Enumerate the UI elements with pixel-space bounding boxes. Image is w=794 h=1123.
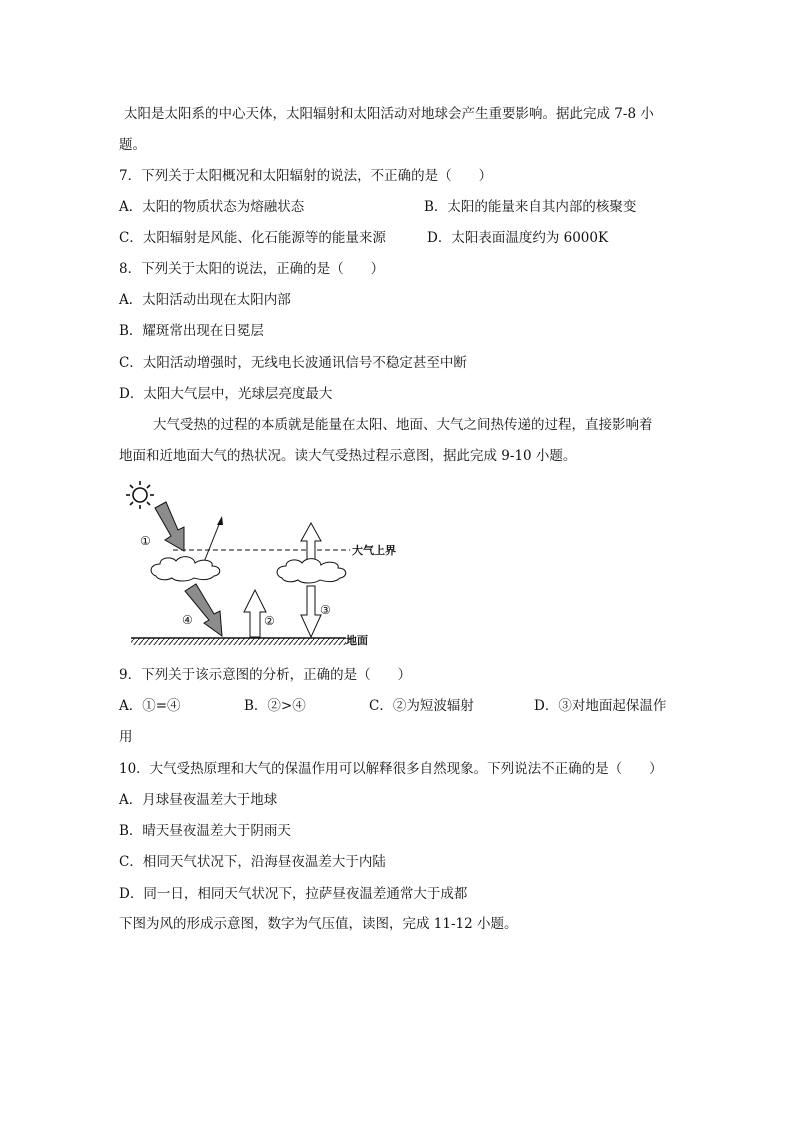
marker-4: ④ — [182, 613, 193, 627]
question-8-stem: 8．下列关于太阳的说法，正确的是（ ） — [119, 261, 385, 277]
question-9-option-d: D．③对地面起保温作 — [534, 698, 667, 714]
surface-absorption-arrow — [185, 584, 222, 636]
counter-radiation-arrow — [301, 586, 321, 637]
question-10-option-d: D．同一日，相同天气状况下，拉萨昼夜温差通常大于成都 — [119, 886, 468, 902]
ground-hatch — [131, 638, 346, 645]
question-7-option-b: B．太阳的能量来自其内部的核聚变 — [424, 199, 637, 215]
ground-radiation-arrow — [244, 590, 266, 637]
intro-wind-line1: 下图为风的形成示意图，数字为气压值，读图，完成 11-12 小题。 — [119, 916, 518, 932]
question-7-option-c: C．太阳辐射是风能、化石能源等的能量来源 — [119, 230, 386, 246]
question-8-option-b: B．耀斑常出现在日冕层 — [119, 323, 264, 339]
question-10-option-a: A．月球昼夜温差大于地球 — [119, 792, 278, 808]
intro-atmosphere-line2: 地面和近地面大气的热状况。读大气受热过程示意图，据此完成 9-10 小题。 — [119, 448, 577, 464]
reflection-arrow — [204, 522, 220, 562]
reflection-arrowhead — [217, 516, 223, 525]
question-9-option-c: C．②为短波辐射 — [369, 698, 474, 714]
cloud-left — [151, 557, 220, 581]
question-10-option-b: B．晴天昼夜温差大于阴雨天 — [119, 823, 291, 839]
question-10-stem: 10．大气受热原理和大气的保温作用可以解释很多自然现象。下列说法不正确的是（ ） — [119, 761, 663, 777]
marker-2: ② — [264, 614, 275, 628]
intro-atmosphere-line1: 大气受热的过程的本质就是能量在太阳、地面、大气之间热传递的过程，直接影响着 — [153, 417, 653, 433]
question-9-stem: 9．下列关于该示意图的分析，正确的是（ ） — [119, 667, 412, 683]
question-7-option-d: D．太阳表面温度约为 6000K — [427, 230, 609, 246]
intro-sun-line1: 太阳是太阳系的中心天体，太阳辐射和太阳活动对地球会产生重要影响。据此完成 7-8 小 — [124, 106, 654, 122]
question-8-option-d: D．太阳大气层中，光球层亮度最大 — [119, 386, 333, 402]
cloud-right — [277, 559, 346, 583]
marker-3: ③ — [320, 603, 331, 617]
question-9-option-b: B．②>④ — [244, 698, 306, 714]
question-9-option-d-continued: 用 — [119, 729, 133, 745]
sun-icon — [126, 481, 154, 509]
marker-1: ① — [140, 534, 151, 548]
question-8-option-c: C．太阳活动增强时，无线电长波通讯信号不稳定甚至中断 — [119, 355, 467, 371]
question-7-option-a: A．太阳的物质状态为熔融状态 — [119, 199, 305, 215]
label-ground: 地面 — [346, 634, 368, 647]
solar-radiation-arrow — [155, 502, 184, 551]
label-atmosphere-top: 大气上界 — [352, 544, 396, 557]
intro-sun-line2: 题。 — [119, 137, 146, 153]
atmosphere-heating-diagram — [118, 478, 418, 650]
question-10-option-c: C．相同天气状况下，沿海昼夜温差大于内陆 — [119, 854, 386, 870]
question-9-option-a: A．①=④ — [119, 698, 181, 714]
question-8-option-a: A．太阳活动出现在太阳内部 — [119, 292, 291, 308]
question-7-stem: 7．下列关于太阳概况和太阳辐射的说法，不正确的是（ ） — [119, 168, 493, 184]
